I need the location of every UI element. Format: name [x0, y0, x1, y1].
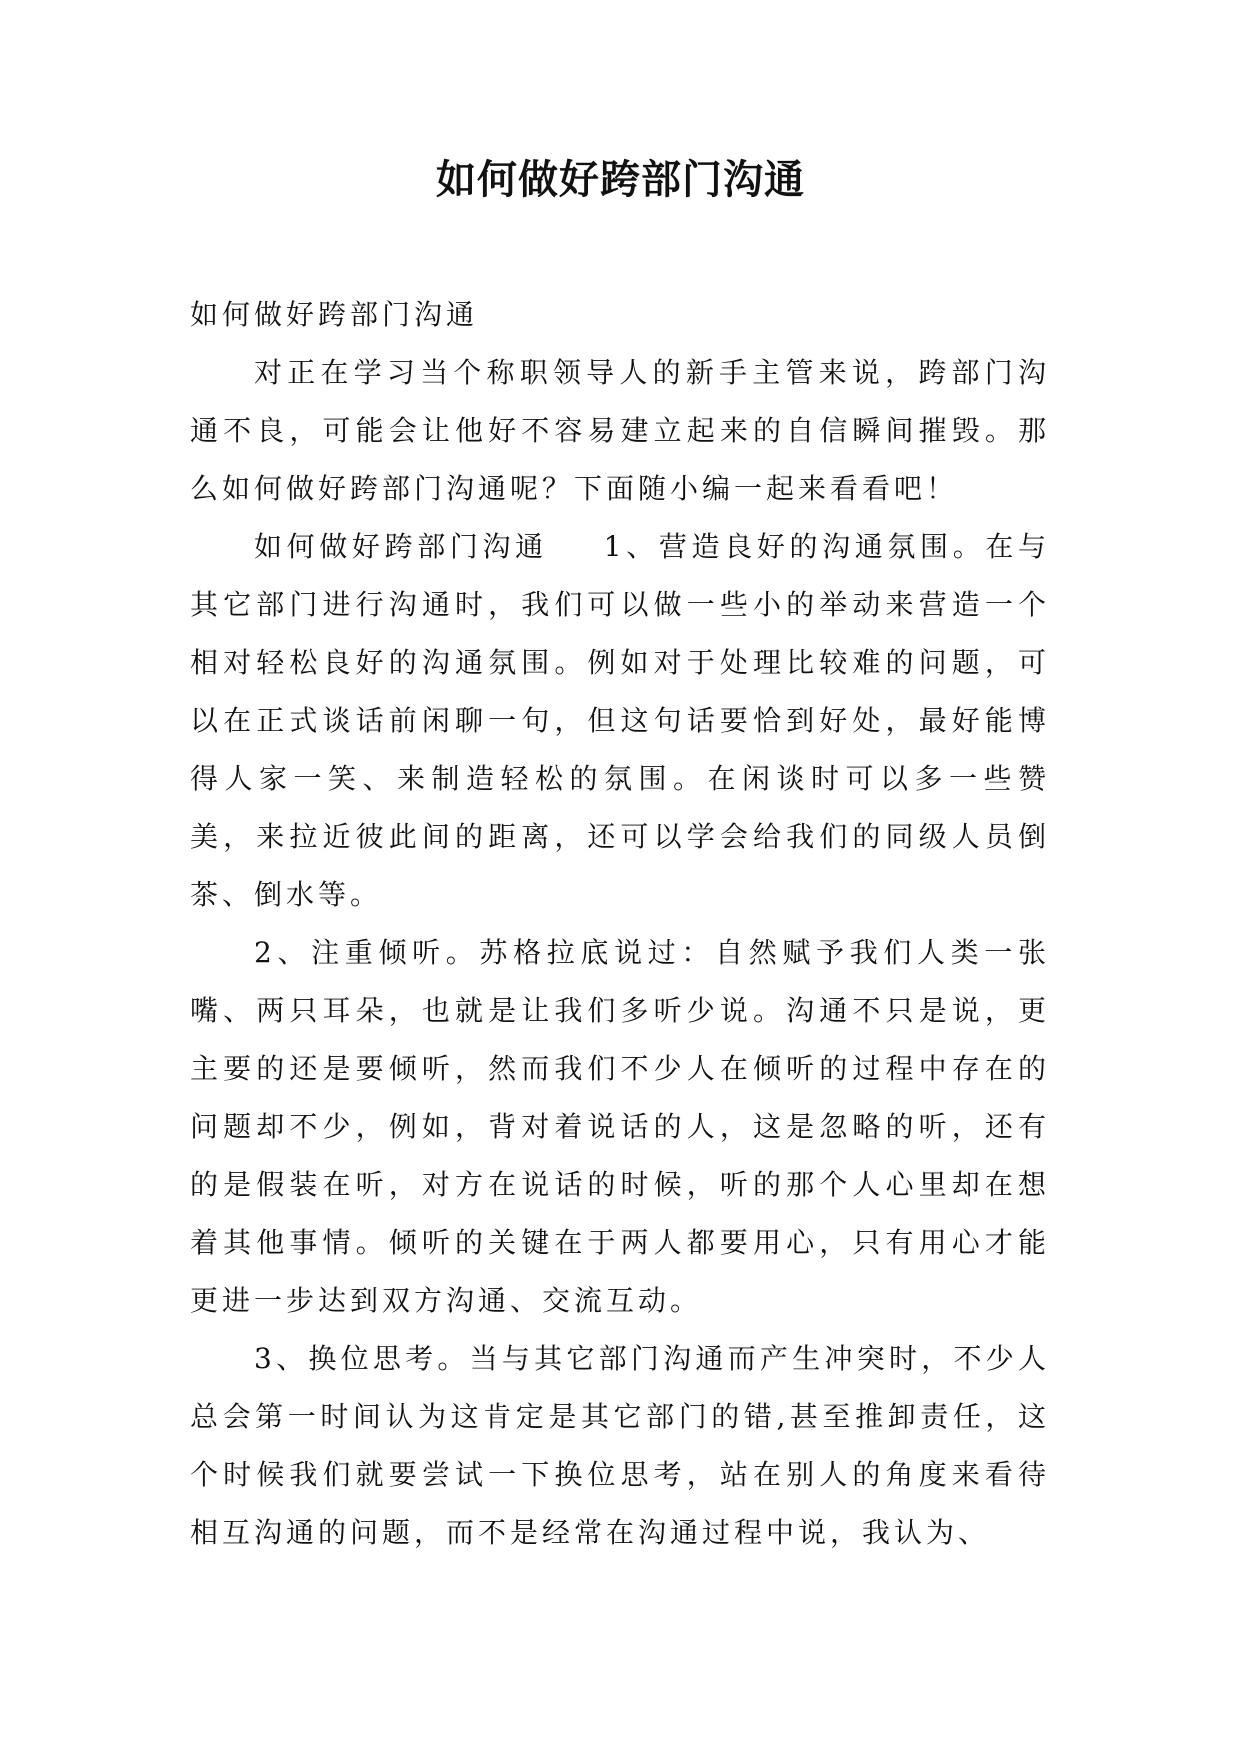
- document-body: [190, 286, 1050, 1562]
- paragraph-point-3: 3、换位思考。当与其它部门沟通而产生冲突时，不少人总会第一时间认为这肯定是其它部门的错,甚至推卸责任，这个时候我们就要尝试一下换位思考，站在别人的角度来看待相互沟通的问题，而不是经常在沟通过程中说，我认为、: [190, 1342, 1050, 1549]
- document-subtitle: 如何做好跨部门沟通: [190, 298, 479, 331]
- document-title: 如何做好跨部门沟通: [436, 156, 805, 203]
- paragraph-point-1: [190, 518, 1050, 924]
- paragraph-point-1-text: 1、营造良好的沟通氛围。在与其它部门进行沟通时，我们可以做一些小的举动来营造一个相对轻松良好的沟通氛围。例如对于处理比较难的问题，可以在正式谈话前闲聊一句，但这句话要恰到好处，最好能博得人家一笑、来制造轻松的氛围。在闲谈时可以多一些赞美，来拉近彼此间的距离，还可以学会给我们的同级人员倒茶、倒水等。: [190, 530, 1050, 911]
- paragraph-intro: 对正在学习当个称职领导人的新手主管来说，跨部门沟通不良，可能会让他好不容易建立起来的自信瞬间摧毁。那么如何做好跨部门沟通呢？下面随小编一起来看看吧！: [190, 356, 1050, 505]
- paragraph-point-1-lead: 如何做好跨部门沟通: [254, 530, 548, 563]
- paragraph-point-2: 2、注重倾听。苏格拉底说过：自然赋予我们人类一张嘴、两只耳朵，也就是让我们多听少说。沟通不只是说，更主要的还是要倾听，然而我们不少人在倾听的过程中存在的问题却不少，例如，背对着说话的人，这是忽略的听，还有的是假装在听，对方在说话的时候，听的那个人心里却在想着其他事情。倾听的关键在于两人都要用心，只有用心才能更进一步达到双方沟通、交流互动。: [190, 936, 1050, 1317]
